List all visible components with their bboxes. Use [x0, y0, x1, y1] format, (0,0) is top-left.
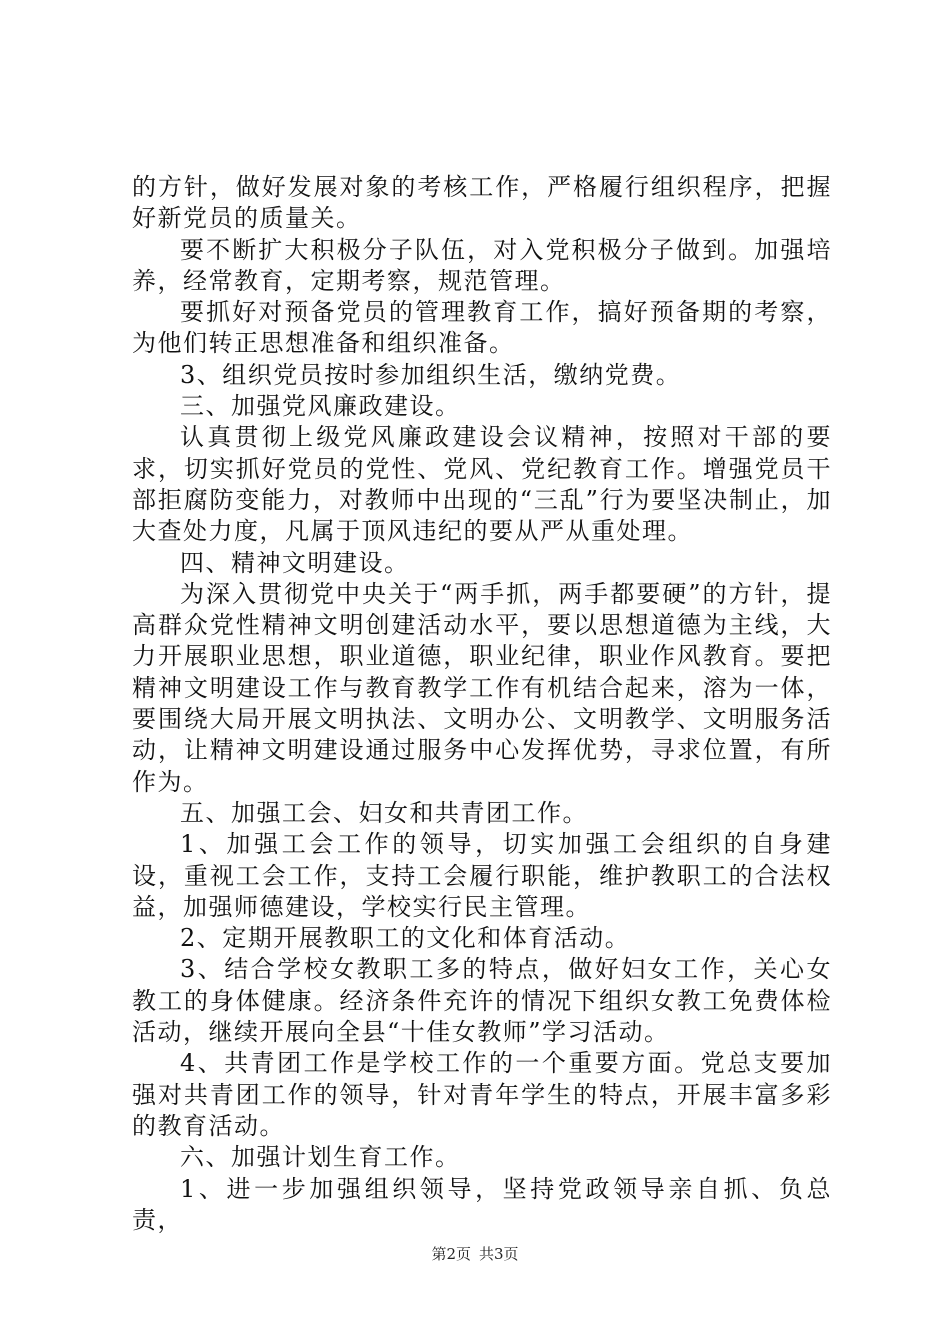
- paragraph: 3、结合学校女教职工多的特点，做好妇女工作，关心女教工的身体健康。经济条件充许的情况下组织女教工免费体检活动，继续开展向全县“十佳女教师”学习活动。: [132, 955, 832, 1047]
- paragraph: 要不断扩大积极分子队伍，对入党积极分子做到。加强培养，经常教育，定期考察，规范管理。: [132, 235, 832, 295]
- paragraph: 认真贯彻上级党风廉政建设会议精神，按照对干部的要求，切实抓好党员的党性、党风、党纪教育工作。增强党员干部拒腐防变能力，对教师中出现的“三乱”行为要坚决制止，加大查处力度，凡属于顶风违纪的要从严从重处理。: [132, 423, 832, 546]
- paragraph: 1、加强工会工作的领导，切实加强工会组织的自身建设，重视工会工作，支持工会履行职能，维护教职工的合法权益，加强师德建设，学校实行民主管理。: [132, 830, 832, 921]
- page-number-total: 共3页: [479, 1245, 519, 1263]
- paragraph: 为深入贯彻党中央关于“两手抓，两手都要硬”的方针，提高群众党性精神文明创建活动水平，要以思想道德为主线，大力开展职业思想，职业道德，职业纪律，职业作风教育。要把精神文明建设工作与教育教学工作有机结合起来，溶为一体，要围绕大局开展文明执法、文明办公、文明教学、文明服务活动，让精神文明建设通过服务中心发挥优势，寻求位置，有所作为。: [132, 579, 832, 796]
- paragraph: 3、组织党员按时参加组织生活，缴纳党费。: [180, 360, 682, 389]
- section-heading: 三、加强党风廉政建设。: [180, 392, 461, 421]
- paragraph: 要抓好对预备党员的管理教育工作，搞好预备期的考察，为他们转正思想准备和组织准备。: [132, 298, 832, 358]
- paragraph: 的方针，做好发展对象的考核工作，严格履行组织程序，把握好新党员的质量关。: [132, 173, 832, 233]
- page-footer: [0, 1243, 950, 1264]
- section-heading: 五、加强工会、妇女和共青团工作。: [180, 798, 588, 827]
- page-number-current: 第2页: [431, 1245, 471, 1263]
- document-body: [132, 172, 832, 1236]
- paragraph: 1、进一步加强组织领导，坚持党政领导亲自抓、负总责，: [132, 1174, 832, 1234]
- paragraph: 2、定期开展教职工的文化和体育活动。: [180, 924, 631, 953]
- section-heading: 六、加强计划生育工作。: [180, 1143, 461, 1172]
- section-heading: 四、精神文明建设。: [180, 548, 410, 577]
- paragraph: 4、共青团工作是学校工作的一个重要方面。党总支要加强对共青团工作的领导，针对青年学生的特点，开展丰富多彩的教育活动。: [132, 1049, 832, 1140]
